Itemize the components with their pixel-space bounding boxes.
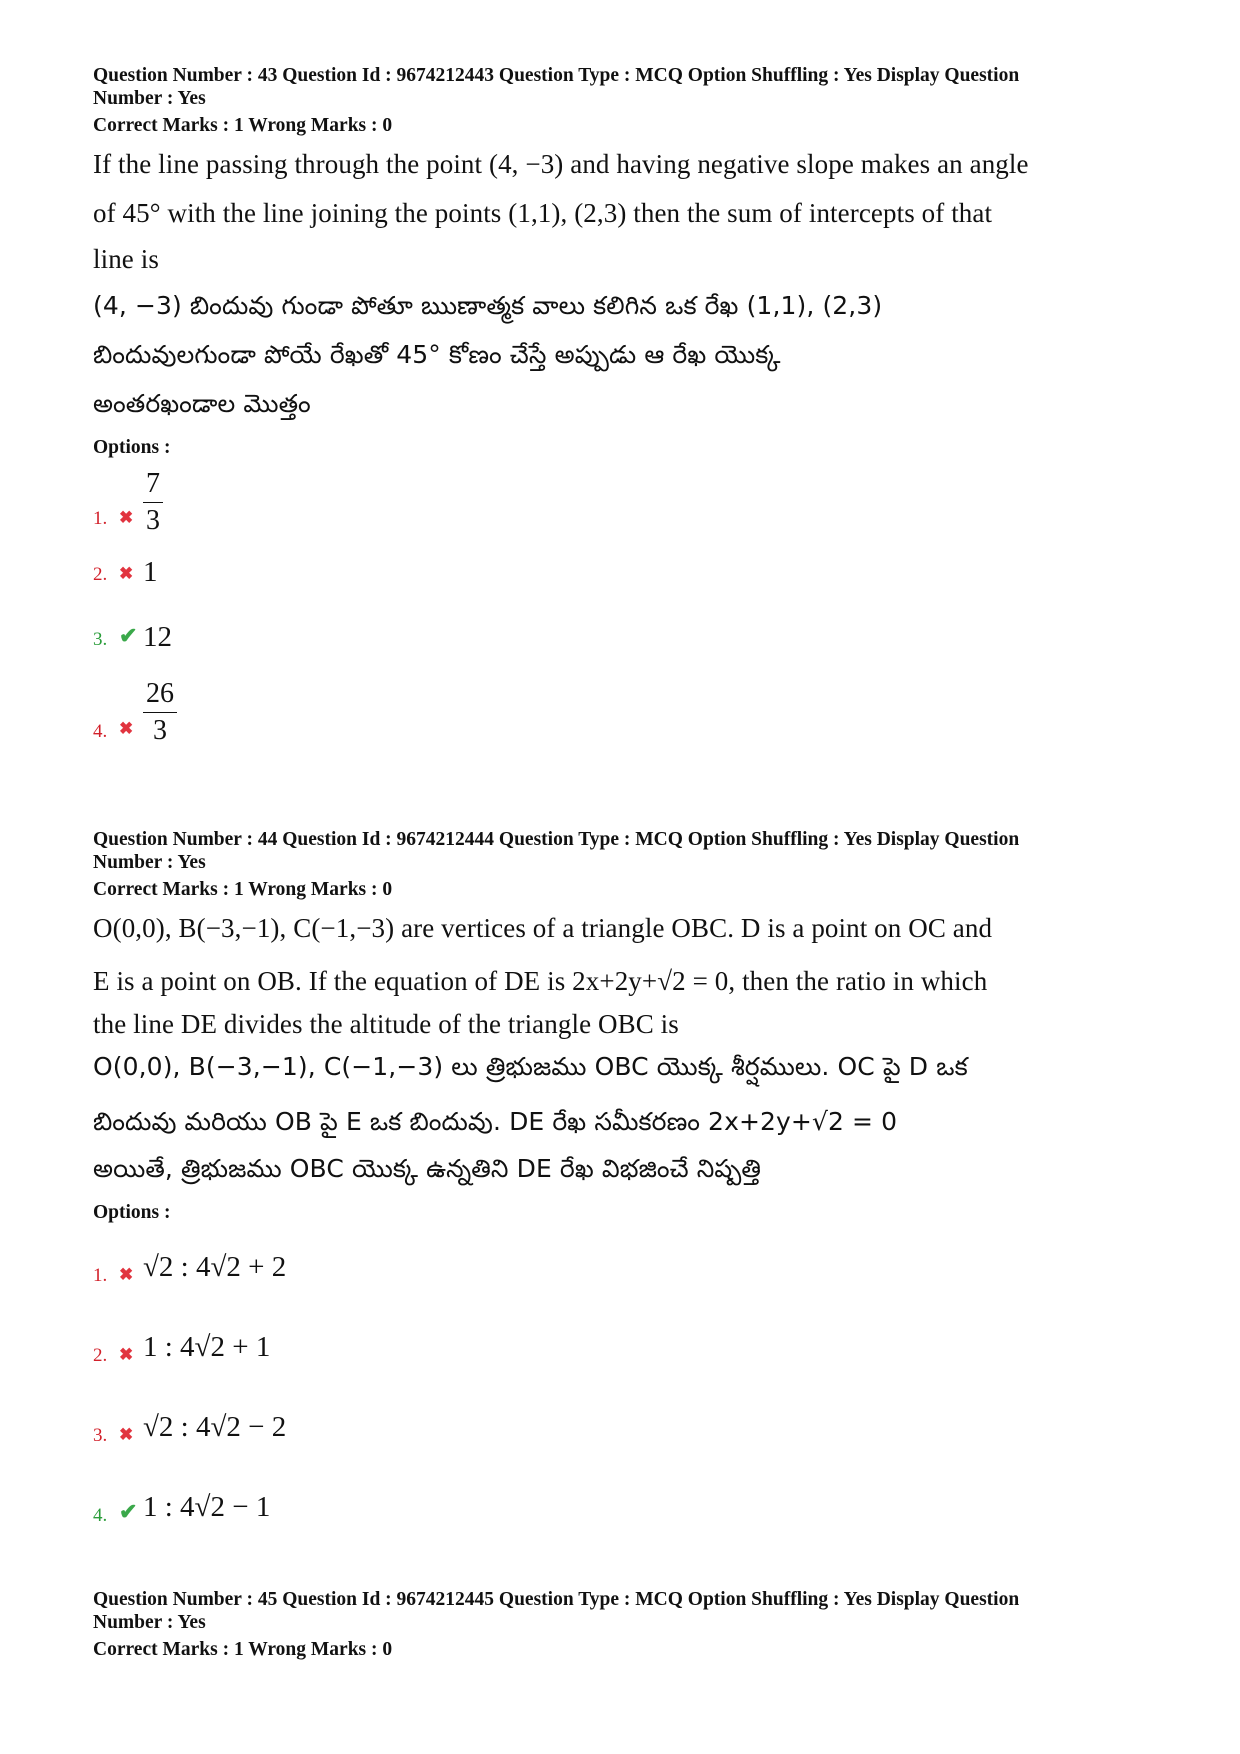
numerator: 26 — [146, 678, 174, 709]
question-meta: Question Number : 44 Question Id : 9674212444 Question Type : MCQ Option Shuffling : Yes Display Question — [93, 829, 1020, 850]
option-number: 3. — [93, 629, 108, 650]
question-text-en-line3: the line DE divides the altitude of the triangle OBC is — [93, 1009, 679, 1039]
question-meta: Question Number : 45 Question Id : 9674212445 Question Type : MCQ Option Shuffling : Yes Display Question — [93, 1589, 1020, 1610]
marks-line: Correct Marks : 1 Wrong Marks : 0 — [93, 115, 393, 136]
marks-line: Correct Marks : 1 Wrong Marks : 0 — [93, 1639, 393, 1660]
denominator: 3 — [153, 715, 167, 746]
option-1[interactable] — [93, 470, 1143, 538]
question-text-en-line2: E is a point on OB. If the equation of DE is 2x+2y+√2 = 0, then the ratio in which — [93, 966, 988, 996]
option-number: 1. — [93, 508, 108, 529]
option-fraction — [143, 678, 177, 747]
question-meta-cont: Number : Yes — [93, 852, 206, 873]
option-value: √2 : 4√2 + 2 — [143, 1251, 287, 1283]
question-44 — [93, 828, 1143, 1545]
question-text-en-line1: O(0,0), B(−3,−1), C(−1,−3) are vertices of a triangle OBC. D is a point on OC and — [93, 913, 993, 943]
option-2[interactable] — [93, 538, 1143, 601]
question-43 — [93, 64, 1143, 746]
option-1[interactable] — [93, 1225, 1143, 1305]
option-number: 1. — [93, 1265, 108, 1286]
fraction-bar — [143, 712, 177, 713]
option-number: 2. — [93, 564, 108, 585]
option-3[interactable] — [93, 601, 1143, 653]
question-45 — [93, 1588, 1143, 1661]
question-meta: Question Number : 43 Question Id : 9674212443 Question Type : MCQ Option Shuffling : Yes Display Question — [93, 65, 1020, 86]
cross-icon: ✖ — [119, 508, 134, 527]
option-value: 1 : 4√2 + 1 — [143, 1331, 271, 1363]
option-3[interactable] — [93, 1385, 1143, 1465]
option-4[interactable] — [93, 646, 1143, 746]
option-number: 4. — [93, 721, 108, 742]
option-value: 12 — [143, 621, 172, 653]
option-number: 3. — [93, 1425, 108, 1446]
cross-icon: ✖ — [119, 1265, 134, 1284]
cross-icon: ✖ — [119, 1425, 134, 1444]
option-value: 1 — [143, 556, 158, 588]
question-text-en-line3: line is — [93, 244, 159, 274]
option-4[interactable] — [93, 1465, 1143, 1545]
marks-line: Correct Marks : 1 Wrong Marks : 0 — [93, 879, 393, 900]
option-number: 2. — [93, 1345, 108, 1366]
option-number: 4. — [93, 1505, 108, 1526]
options-label: Options : — [93, 1202, 171, 1223]
denominator: 3 — [146, 505, 160, 536]
option-value: √2 : 4√2 − 2 — [143, 1411, 287, 1443]
fraction-bar — [143, 502, 163, 503]
question-text-te-line3: అంతరఖండాల మొత్తం — [93, 389, 311, 418]
cross-icon: ✖ — [119, 564, 134, 583]
question-text-te-line3: అయితే, త్రిభుజము OBC యొక్క ఉన్నతిని DE రేఖ విభజించే నిష్పత్తి — [93, 1154, 762, 1183]
question-text-en-line2: of 45° with the line joining the points (1,1), (2,3) then the sum of intercepts of that — [93, 198, 993, 228]
question-text-en-line1: If the line passing through the point (4, −3) and having negative slope makes an angle — [93, 149, 1029, 179]
question-text-te-line2: బిందువులగుండా పోయే రేఖతో 45° కోణం చేస్తే అప్పుడు ఆ రేఖ యొక్క — [93, 340, 781, 369]
cross-icon: ✖ — [119, 719, 134, 738]
question-meta-cont: Number : Yes — [93, 88, 206, 109]
numerator: 7 — [146, 468, 160, 499]
question-text-te-line2: బిందువు మరియు OB పై E ఒక బిందువు. DE రేఖ సమీకరణం 2x+2y+√2 = 0 — [93, 1107, 898, 1136]
check-icon: ✔ — [119, 1499, 138, 1524]
cross-icon: ✖ — [119, 1345, 134, 1364]
check-icon: ✔ — [119, 623, 138, 648]
question-meta-cont: Number : Yes — [93, 1612, 206, 1633]
question-text-te-line1: (4, −3) బిందువు గుండా పోతూ ఋణాత్మక వాలు కలిగిన ఒక రేఖ (1,1), (2,3) — [93, 291, 883, 320]
question-text-te-line1: O(0,0), B(−3,−1), C(−1,−3) లు త్రిభుజము OBC యొక్క శీర్షములు. OC పై D ఒక — [93, 1052, 968, 1081]
option-2[interactable] — [93, 1305, 1143, 1385]
option-fraction — [143, 468, 163, 537]
options-label: Options : — [93, 437, 171, 458]
option-value: 1 : 4√2 − 1 — [143, 1491, 271, 1523]
